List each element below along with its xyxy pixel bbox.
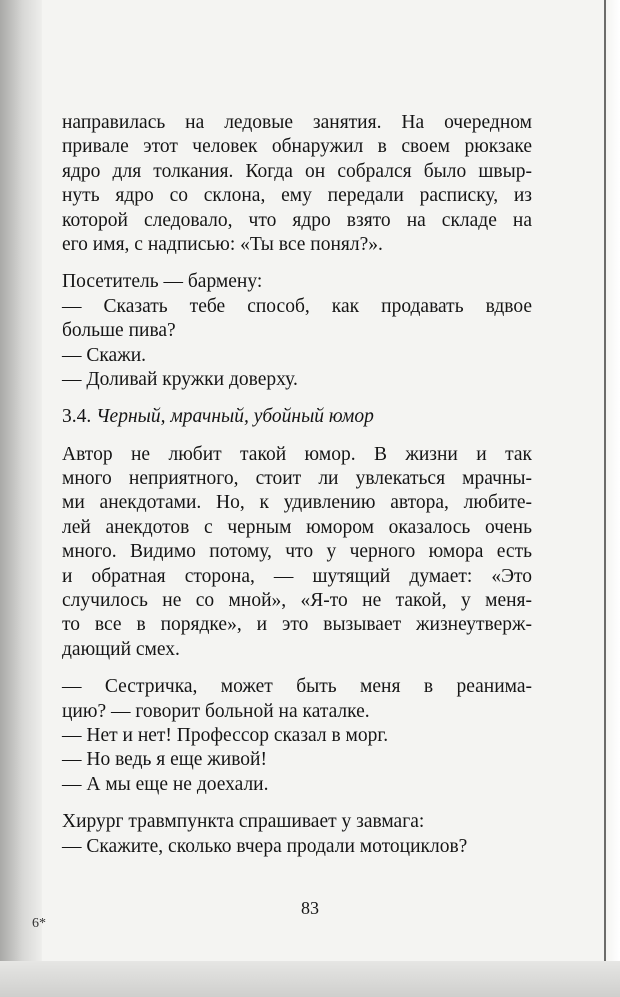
text-line: ми анекдотами. Но, к удивлению автора, любите- xyxy=(62,492,532,514)
text-line: которой следовало, что ядро взято на складе на xyxy=(62,209,532,231)
page-right-edge xyxy=(604,0,620,997)
text-line: Посетитель — бармену: xyxy=(62,271,263,293)
text-line: случилось не со мной», «Я-то не такой, у меня- xyxy=(62,590,532,612)
section-title: Черный, мрачный, убойный юмор xyxy=(96,406,374,428)
section-number: 3.4. xyxy=(62,406,92,428)
text-line: — Сказать тебе способ, как продавать вдвое xyxy=(62,295,532,317)
text-line: — Доливай кружки доверху. xyxy=(62,368,298,390)
page-left-shadow xyxy=(0,0,42,997)
text-line: Хирург травмпункта спрашивает у завмага: xyxy=(62,811,425,833)
text-line: цию? — говорит больной на каталке. xyxy=(62,700,370,722)
text-line: нуть ядро со склона, ему передали расписку, из xyxy=(62,185,532,207)
text-line: — Нет и нет! Профессор сказал в морг. xyxy=(62,724,389,746)
text-line: — Скажите, сколько вчера продали мотоциклов? xyxy=(62,835,468,857)
page-body-text xyxy=(62,111,532,859)
text-line: ядро для толкания. Когда он собрался было швыр- xyxy=(62,160,532,182)
text-line: лей анекдотов с черным юмором оказалось очень xyxy=(62,516,532,538)
text-line: — Сестричка, может быть меня в реанима- xyxy=(62,676,532,698)
text-line: привале этот человек обнаружил в своем рюкзаке xyxy=(62,136,532,158)
section-heading xyxy=(62,405,532,429)
text-line: направилась на ледовые занятия. На очередном xyxy=(62,112,532,133)
text-line: — Скажи. xyxy=(62,344,146,366)
text-line: и обратная сторона, — шутящий думает: «Это xyxy=(62,565,532,587)
page-number: 83 xyxy=(301,898,319,918)
text-line: дающий смех. xyxy=(62,638,180,660)
text-line: — Но ведь я еще живой! xyxy=(62,749,267,771)
text-line: Автор не любит такой юмор. В жизни и так xyxy=(62,443,532,465)
text-line: его имя, с надписью: «Ты все понял?». xyxy=(62,233,383,255)
text-line: — А мы еще не доехали. xyxy=(62,773,269,795)
signature-mark: 6* xyxy=(32,916,46,931)
text-line: то все в порядке», и это вызывает жизнеутверж- xyxy=(62,614,532,636)
page-bottom-edge xyxy=(0,961,620,997)
text-line: больше пива? xyxy=(62,320,176,342)
text-line: много неприятного, стоит ли увлекаться мрачны- xyxy=(62,468,532,490)
text-line: много. Видимо потому, что у черного юмора есть xyxy=(62,541,532,563)
